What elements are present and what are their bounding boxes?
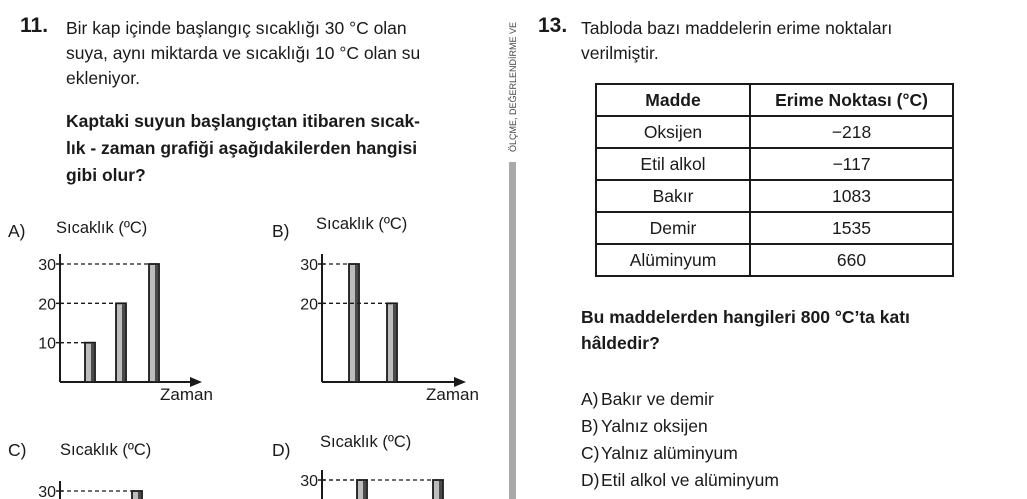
option-a-letter[interactable]: A) [8, 221, 26, 241]
bar-shade [155, 265, 158, 381]
choice-letter: B) [581, 416, 599, 436]
table-row [596, 180, 953, 212]
choice-letter: D) [581, 470, 600, 490]
table-cell: Demir [596, 212, 750, 244]
column-divider [509, 162, 516, 499]
choice-text: Yalnız oksijen [601, 416, 708, 436]
side-label-text: ÖLÇME, DEĞERLENDİRME VE [508, 21, 518, 152]
option-b-graph[interactable] [262, 206, 502, 406]
prompt-line: gibi olur? [66, 165, 146, 185]
bar-shade [138, 492, 141, 499]
table-cell: 1535 [750, 212, 953, 244]
y-tick-label: 30 [300, 257, 318, 274]
melting-point-table [595, 83, 954, 277]
choice-d[interactable] [581, 467, 779, 494]
header-cell: Madde [596, 84, 750, 116]
table-cell: −117 [750, 148, 953, 180]
header-cell: Erime Noktası (°C) [750, 84, 953, 116]
y-tick-label: 10 [38, 335, 56, 353]
prompt-line: hâldedir? [581, 333, 660, 353]
answer-choices [581, 386, 779, 494]
y-axis-title: Sıcaklık (ºC) [60, 441, 152, 459]
y-axis-title: Sıcaklık (ºC) [320, 433, 412, 451]
choice-text: Etil alkol ve alüminyum [601, 470, 779, 490]
table-cell: Alüminyum [596, 244, 750, 276]
side-label [503, 2, 521, 152]
y-axis-title: Sıcaklık (ºC) [316, 215, 408, 233]
choice-c[interactable] [581, 440, 779, 467]
table-header-row [596, 84, 953, 116]
text-line: suya, aynı miktarda ve sıcaklığı 10 °C olan su [66, 43, 421, 63]
question-11-number: 11. [20, 14, 49, 37]
table-row [596, 148, 953, 180]
y-tick-label: 20 [300, 296, 318, 314]
text-line: Tabloda bazı maddelerin erime noktaları [581, 18, 893, 38]
bar-shade [355, 265, 358, 381]
bar-shade [363, 481, 366, 499]
question-11-text [66, 16, 420, 91]
table-cell: 660 [750, 244, 953, 276]
choice-text: Yalnız alüminyum [601, 443, 738, 463]
table-row [596, 212, 953, 244]
option-a-graph[interactable] [0, 210, 250, 410]
y-tick-label: 30 [300, 473, 318, 490]
x-axis-title: Zaman [426, 385, 479, 404]
choice-text: Bakır ve demir [601, 389, 714, 409]
option-c-graph[interactable] [0, 433, 250, 499]
x-axis-title: Zaman [160, 385, 213, 404]
y-tick-label: 30 [38, 257, 56, 274]
bar-shade [439, 481, 442, 499]
bar-shade [122, 304, 125, 381]
table-cell: 1083 [750, 180, 953, 212]
text-line: verilmiştir. [581, 43, 659, 63]
prompt-line: Kaptaki suyun başlangıçtan itibaren sıcak- [66, 111, 420, 131]
question-13-number: 13. [538, 14, 568, 37]
bar-shade [91, 344, 94, 381]
option-d-letter[interactable]: D) [272, 440, 291, 460]
option-b-letter[interactable]: B) [272, 221, 290, 241]
question-13-text [581, 16, 892, 66]
option-d-graph[interactable] [262, 425, 502, 499]
text-line: Bir kap içinde başlangıç sıcaklığı 30 °C olan [66, 18, 407, 38]
table-row [596, 244, 953, 276]
y-axis-title: Sıcaklık (ºC) [56, 219, 148, 237]
question-11-prompt [66, 108, 420, 189]
table-row [596, 116, 953, 148]
prompt-line: Bu maddelerden hangileri 800 °C’ta katı [581, 307, 910, 327]
text-line: ekleniyor. [66, 68, 140, 88]
table-cell: −218 [750, 116, 953, 148]
bar-shade [393, 304, 396, 381]
table-cell: Oksijen [596, 116, 750, 148]
choice-letter: A) [581, 389, 599, 409]
prompt-line: lık - zaman grafiği aşağıdakilerden hangisi [66, 138, 418, 158]
choice-a[interactable] [581, 386, 779, 413]
option-c-letter[interactable]: C) [8, 440, 27, 460]
choice-b[interactable] [581, 413, 779, 440]
question-13-prompt [581, 304, 910, 356]
table-cell: Etil alkol [596, 148, 750, 180]
choice-letter: C) [581, 443, 600, 463]
table-cell: Bakır [596, 180, 750, 212]
y-tick-label: 30 [38, 484, 56, 499]
y-tick-label: 20 [38, 296, 56, 314]
